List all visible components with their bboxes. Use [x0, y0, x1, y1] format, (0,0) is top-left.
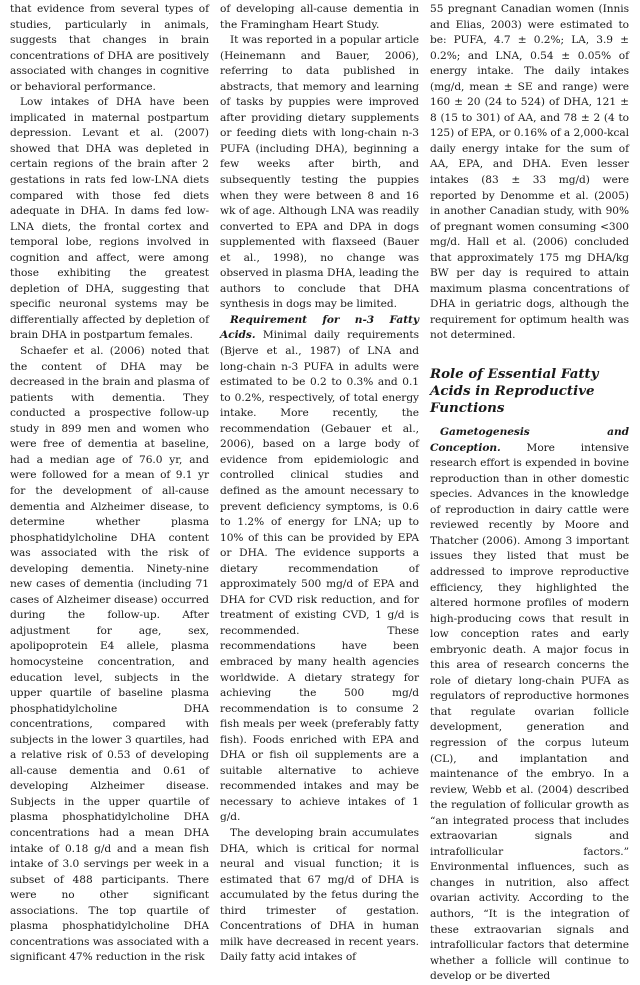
section-heading: Role of Essential Fatty Acids in Reproductive Functions [430, 366, 599, 417]
paragraph: 55 pregnant Canadian women (Innis and Elias, 2003) were estimated to be: PUFA, 4.7 ± 0.2%; LA, 3.9 ± 0.2%; and LNA, 0.54 ± 0.05% of energy intake. The daily intakes (mg/d, mean ± SE and range) were 160 ± 20 (24 to 524) of DHA, 121 ± 8 (15 to 301) of AA, and 78 ± 2 (4 to 125) of EPA, or 0.16% of a 2,000-kcal daily energy intake for the sum of AA, EPA, and DHA. Even lesser intakes (83 ± 33 mg/d) were reported by Denomme et al. (2005) in another Canadian study, with 90% of pregnant women consuming <300 mg/d. Hall et al. (2006) concluded that approximately 175 mg DHA/kg BW per day is required to attain maximum plasma concentrations of DHA in geriatric dogs, although the requirement for optimum health was not determined. [430, 3, 629, 342]
text-column-middle [220, 2, 419, 964]
text-column-right [430, 2, 629, 983]
paragraph-with-runin-heading [220, 313, 419, 826]
runin-heading: Requirement for n-3 Fatty Acids. [220, 313, 419, 342]
text-column-left [10, 2, 209, 964]
paragraph: Low intakes of DHA have been implicated in maternal postpartum depression. Levant et al. (2007) showed that DHA was depleted in certain regions of the brain after 2 gestations in rats fed low-LNA diets compared with those fed diets adequate in DHA. In dams fed low-LNA diets, the frontal cortex and temporal lobe, regions involved in cognition and affect, were among those exhibiting the greatest depletion of DHA, suggesting that specific neuronal systems may be differentially affected by depletion of brain DHA in postpartum females. [10, 96, 209, 342]
paragraph: of developing all-cause dementia in the Framingham Heart Study. [220, 3, 419, 31]
paragraph-with-runin-heading [430, 425, 629, 985]
paragraph: It was reported in a popular article (Heinemann and Bauer, 2006), referring to data published in abstracts, that memory and learning of tasks by puppies were improved after providing dietary supplements or feeding diets with long-chain n-3 PUFA (including DHA), beginning a few weeks after birth, and subsequently testing the puppies when they were between 8 and 16 wk of age. Although LNA was readily converted to EPA and DPA in dogs supplemented with flaxseed (Bauer et al., 1998), no change was observed in plasma DHA, leading the authors to conclude that DHA synthesis in dogs may be limited. [220, 34, 419, 311]
paragraph-text: Minimal daily requirements (Bjerve et al., 1987) of LNA and long-chain n-3 PUFA in adults were estimated to be 0.2 to 0.3% and 0.1 to 0.2%, respectively, of total energy intake. More recently, the recommendation (Gebauer et al., 2006), based on a large body of evidence from epidemiologic and controlled clinical studies and defined as the amount necessary to prevent deficiency symptoms, is 0.6 to 1.2% of energy for LNA; up to 10% of this can be provided by EPA or DHA. The evidence supports a dietary recommendation of approximately 500 mg/d of EPA and DHA for CVD risk reduction, and for treatment of existing CVD, 1 g/d is recommended. These recommendations have been embraced by many health agencies worldwide. A dietary strategy for achieving the 500 mg/d recommendation is to consume 2 fish meals per week (preferably fatty fish). Foods enriched with EPA and DHA or fish oil supplements are a suitable alternative to achieve recommended intakes and may be necessary to achieve intakes of 1 g/d. [220, 329, 419, 824]
paragraph: that evidence from several types of studies, particularly in animals, suggests that changes in brain concentrations of DHA are positively associated with changes in cognitive or behavioral performance. [10, 3, 209, 93]
paragraph-text: More intensive research effort is expended in bovine reproduction than in other domestic species. Advances in the knowledge of reproduction in dairy cattle were reviewed recently by Moore and Thatcher (2006). Among 3 important issues they listed that must be addressed to improve reproductive efficiency, they highlighted the altered hormone profiles of modern high-producing cows that result in low conception rates and early embryonic death. A major focus in this area of research concerns the role of dietary long-chain PUFA as regulators of reproductive hormones that regulate ovarian follicle development, generation and regression of the corpus luteum (CL), and implantation and maintenance of the embryo. In a review, Webb et al. (2004) described the regulation of follicular growth as “an integrated process that includes extraovarian signals and intrafollicular factors.” Environmental influences, such as changes in nutrition, also affect ovarian activity. According to the authors, “It is the integration of these extraovarian signals and intrafollicular factors that determine whether a follicle will continue to develop or be diverted [430, 441, 629, 983]
paragraph: The developing brain accumulates DHA, which is critical for normal neural and visual function; it is estimated that 67 mg/d of DHA is accumulated by the fetus during the third trimester of gestation. Concentrations of DHA in human milk have decreased in recent years. Daily fatty acid intakes of [220, 826, 419, 964]
runin-heading: Gametogenesis and Conception. [430, 426, 629, 454]
paragraph: Schaefer et al. (2006) noted that the content of DHA may be decreased in the brain and plasma of patients with dementia. They conducted a prospective follow-up study in 899 men and women who were free of dementia at baseline, had a median age of 76.0 yr, and were followed for a mean of 9.1 yr for the development of all-cause dementia and Alzheimer disease, to determine whether plasma phosphatidylcholine DHA content was associated with the risk of developing dementia. Ninety-nine new cases of dementia (including 71 cases of Alzheimer disease) occurred during the follow-up. After adjustment for age, sex, apolipoprotein E4 allele, plasma homocysteine concentration, and education level, subjects in the upper quartile of baseline plasma phosphatidylcholine DHA concentrations, compared with subjects in the lower 3 quartiles, had a relative risk of 0.53 of developing all-cause dementia and 0.61 of developing Alzheimer disease. Subjects in the upper quartile of plasma phosphatidylcholine DHA concentrations had a mean DHA intake of 0.18 g/d and a mean fish intake of 3.0 servings per week in a subset of 488 participants. There were no other significant associations. The top quartile of plasma phosphatidylcholine DHA concentrations was associated with a significant 47% reduction in the risk [10, 345, 209, 964]
